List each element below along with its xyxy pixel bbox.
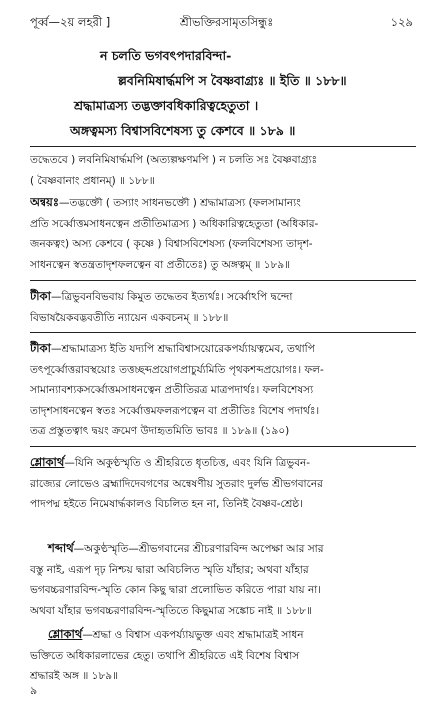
shlokartha-label: শ্লোকার্থ	[48, 627, 83, 641]
tika-section-2	[30, 338, 416, 442]
divider	[30, 446, 416, 447]
text-line: —শ্রদ্ধা ও বিশ্বাস একপর্য্যায়ভুক্ত এবং শ্রদ্ধামাত্রই সাধন	[82, 629, 304, 641]
commentary-continuation	[30, 150, 416, 191]
shlokartha-section-2	[30, 624, 416, 687]
text-line: তাদৃশসাধনত্বেন স্বতঃ সর্ব্বোত্তমফলরূপত্বেন বা প্রতীতিঃ বিশেষ পদার্থঃ।	[30, 404, 320, 417]
header-book-title: শ্রীভক্তিরসামৃতসিন্ধুঃ	[180, 15, 274, 29]
text-line: বিভাষয়ৈকবদ্ভবতীতি ন্যায়েন একবচনম্ ॥ ১৮৮॥	[30, 311, 229, 324]
text-line: —অকুণ্ঠস্মৃতি—শ্রীভগবানের শ্রীচরণারবিন্দ অপেক্ষা আর সার	[73, 543, 324, 555]
text-line: —ত্রিভুবনবিভবায় কিমুত তদ্ধেতব ইত্যর্থঃ। সর্ব্বোঽপি দ্বন্দো	[50, 291, 293, 303]
signature-mark: ৯	[30, 684, 38, 697]
shlokartha-label: শ্লোকার্থ	[30, 455, 65, 469]
page-number: ১২৯	[390, 15, 413, 29]
text-line: তৎপূর্ব্বোত্তরাবস্থয়োঃ তত্তচ্ছব্দপ্রয়োগপ্রাচুর্য্যমিতি পৃথকশব্দপ্রয়োগঃ। ফল-	[30, 363, 324, 376]
verse-line-1: ন চলতি ভগবৎপদারবিন্দা-	[100, 48, 232, 63]
tika-label: টীকা	[30, 289, 51, 303]
text-line: —তদ্ভক্তৌ ( তস্যাং সাধনভক্তৌ ) শ্রদ্ধামাত্রস্য (ফলসামান্যং	[58, 197, 301, 209]
text-line: জনকত্বং) অস্য কেশবে ( কৃষ্ণে ) বিশ্বাসবিশেষস্য (ফলবিশেষস্য তাদৃশ-	[30, 238, 313, 250]
header-section: পূর্ব্ব—২য় লহরী ]	[30, 15, 111, 29]
tika-section-1	[30, 286, 416, 328]
text-line: বস্তু নাই, এরূপ দৃঢ় নিশ্চয় দ্বারা অবিচলিত স্মৃতি যাঁহার; অথবা যাঁহার	[30, 563, 309, 576]
anvaya-section	[30, 192, 416, 275]
shabdartha-label: শব্দার্থ	[48, 541, 74, 555]
verse-line-2: ল্লবনিমিষার্দ্ধমপি স বৈষ্ণবাগ্র্যঃ ॥ ইতি ॥ ১৮৮॥	[118, 73, 347, 88]
running-header	[30, 14, 413, 32]
text-line: পাদপদ্ম হইতে নিমেষার্দ্ধকালও বিচলিত হন না, তিনিই বৈষ্ণব-শ্রেষ্ঠ।	[30, 498, 303, 510]
text-line: ভক্তিতে অধিকারলাভের হেতু। তথাপি শ্রীহরিতে এই বিশেষ বিশ্বাস	[30, 649, 300, 662]
shabdartha-section	[30, 538, 416, 621]
text-line: রাজ্যের লোভেও ব্রহ্মাদিদেবগণের অন্বেষণীয় সুতরাং দুর্লভ শ্রীভগবানের	[30, 477, 323, 490]
verse-line-3: শ্রদ্ধামাত্রস্য তদ্ভক্তাবধিকারিত্বহেতুতা ।	[74, 98, 259, 113]
text-line: অথবা যাঁহার ভগবচ্চরণারবিন্দ-স্মৃতিতে কিছুমাত্র সঙ্কোচ নাই ॥ ১৮৮॥	[30, 604, 312, 617]
tika-label: টীকা	[30, 341, 51, 355]
text-line: সামান্যাবশ্যকসর্ব্বোত্তমসাধনত্বেন প্রতীতিরত্র মাত্রপদার্থঃ। ফলবিশেষস্য	[30, 384, 314, 396]
text-line: প্রতি সর্ব্বোত্তমসাধনত্বেন প্রতীতিমাত্রস্য ) অধিকারিত্বহেতুতা (অধিকার-	[30, 217, 319, 230]
text-line: সাধনত্বেন স্বতন্ত্রতাদৃশফলত্বেন বা প্রতীতেঃ) তু অঙ্গত্বম্ ॥ ১৮৯॥	[30, 258, 291, 271]
text-line: ( বৈষ্ণবানাং প্রধানম্) ॥ ১৮৮॥	[30, 174, 155, 187]
verse-line-4: অঙ্গত্বমস্য বিশ্বাসবিশেষস্য তু কেশবে ॥ ১৮৯ ॥	[70, 123, 296, 138]
shlokartha-section-1	[30, 452, 416, 515]
divider	[30, 146, 416, 147]
text-line: শ্রদ্ধারই অঙ্গ ॥ ১৮৯॥	[30, 670, 119, 682]
text-line: তত্র প্রস্তুতত্বাৎ দ্বয়ং ক্রমেণ উদাহৃতমিতি ভাবঃ ॥ ১৮৯॥ (১৯০)	[30, 425, 290, 437]
divider	[30, 332, 416, 333]
divider	[30, 280, 416, 281]
text-line: —যিনি অকুণ্ঠস্মৃতি ও শ্রীহরিতে ধৃতচিত্ত, এবং যিনি ত্রিভুবন-	[64, 457, 311, 469]
text-line: ভগবচ্চরণারবিন্দ-স্মৃতি কোন কিছু দ্বারা প্রলোভিত করিতে পারা যায় না।	[30, 584, 322, 596]
text-line: তদ্ধেতবে ) লবনিমিষার্দ্ধমপি (অত্যল্পক্ষণমপি ) ন চলতি সঃ বৈষ্ণবাগ্র্যঃ	[30, 154, 318, 166]
text-line: —শ্রদ্ধামাত্রস্য ইতি যদ্যপি শ্রদ্ধাবিশ্বাসয়োরেকপর্য্যায়ত্বমেব, তথাপি	[50, 343, 315, 355]
anvaya-label: অন্বয়ঃ	[30, 195, 59, 209]
